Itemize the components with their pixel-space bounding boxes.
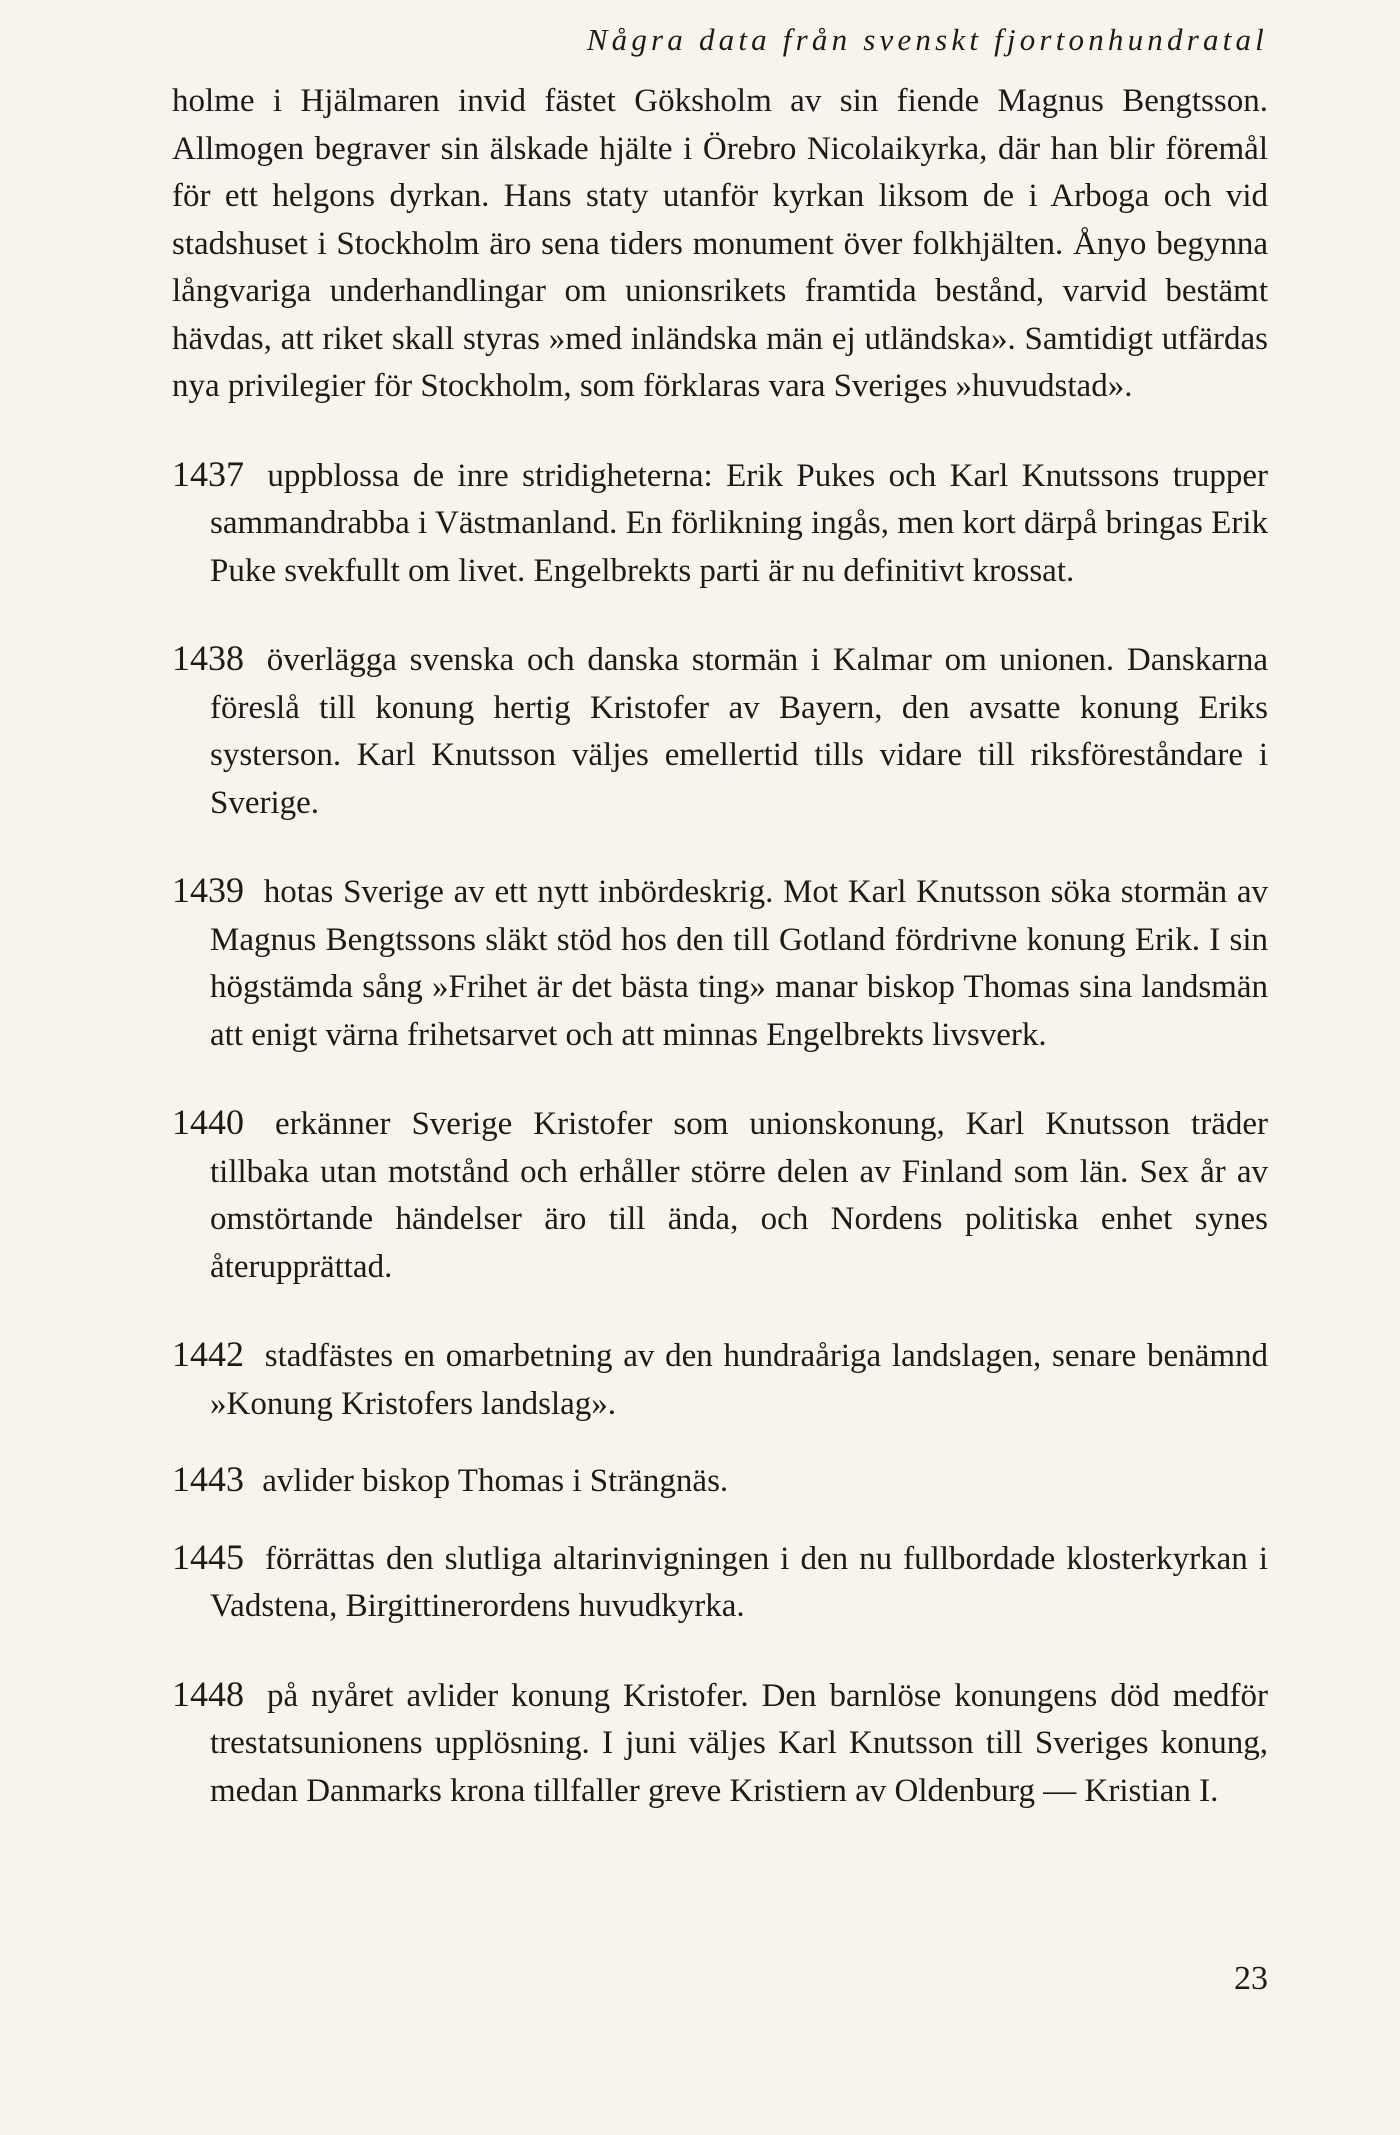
entry-text: förrättas den slutliga altarinvigningen i den nu fullbordade klosterkyrkan i Vadstena, Birgittinerordens huvudkyrka. (210, 1540, 1268, 1624)
entry-1438 (172, 635, 1268, 827)
entry-year: 1445 (172, 1536, 244, 1577)
entry-year: 1448 (172, 1673, 244, 1714)
entry-1439 (172, 867, 1268, 1059)
entry-year: 1437 (172, 453, 244, 494)
entry-text: hotas Sverige av ett nytt inbördeskrig. Mot Karl Knutsson söka stormän av Magnus Bengtssons släkt stöd hos den till Gotland fördrivne konung Erik. I sin högstämda sång »Frihet är det bästa ting» manar biskop Thomas sina landsmän att enigt värna frihetsarvet och att minnas Engelbrekts livsverk. (210, 874, 1268, 1053)
entry-text: stadfästes en omarbetning av den hundraåriga landslagen, senare benämnd »Konung Kristofers landslag». (210, 1338, 1269, 1422)
entry-1443 (172, 1456, 1268, 1506)
entry-year: 1442 (172, 1334, 244, 1374)
entry-1437 (172, 451, 1268, 596)
intro-paragraph: holme i Hjälmaren invid fästet Göksholm av sin fiende Magnus Bengtsson. Allmogen begraver sin älskade hjälte i Örebro Nicolaikyrka, där han blir föremål för ett helgons dyrkan. Hans staty utanför kyrkan liksom de i Arboga och vid stadshuset i Stockholm äro sena tiders monument över folkhjälten. Ånyo begynna långvariga underhandlingar om unionsrikets framtida bestånd, varvid bestämt hävdas, att riket skall styras »med inländska män ej utländska». Samtidigt utfärdas nya privilegier för Stockholm, som förklaras vara Sveriges »huvudstad». (172, 83, 1268, 404)
entry-text: på nyåret avlider konung Kristofer. Den barnlöse konungens död medför trestatsunionens upplösning. I juni väljes Karl Knutsson till Sveriges konung, medan Danmarks krona tillfaller greve Kristiern av Oldenburg — Kristian I. (210, 1677, 1268, 1809)
entry-text: överlägga svenska och danska stormän i Kalmar om unionen. Danskarna föreslå till konung hertig Kristofer av Bayern, den avsatte konung Eriks systerson. Karl Knutsson väljes emellertid tills vidare till riksföreståndare i Sverige. (210, 642, 1269, 821)
entry-year: 1438 (172, 638, 244, 678)
entry-text: avlider biskop Thomas i Strängnäs. (262, 1463, 729, 1499)
entry-year: 1439 (172, 870, 244, 910)
running-head: Några data från svenskt fjortonhundratal (586, 22, 1268, 57)
page-number: 23 (1234, 1960, 1268, 1997)
entry-year: 1443 (172, 1459, 244, 1499)
entry-1445 (172, 1534, 1268, 1631)
entry-text: erkänner Sverige Kristofer som unionskonung, Karl Knutsson träder tillbaka utan motstånd och erhåller större delen av Finland som län. Sex år av omstörtande händelser äro till ända, och Nordens politiska enhet synes återupprättad. (210, 1106, 1268, 1285)
entry-1440 (172, 1099, 1268, 1291)
entry-text: uppblossa de inre stridigheterna: Erik Pukes och Karl Knutssons trupper sammandrabba i Västmanland. En förlikning ingås, men kort därpå bringas Erik Puke svekfullt om livet. Engelbrekts parti är nu definitivt krossat. (210, 457, 1268, 589)
entry-1448 (172, 1671, 1268, 1816)
entry-1442 (172, 1331, 1268, 1428)
main-text (172, 78, 1268, 1815)
entry-year: 1440 (172, 1102, 244, 1142)
